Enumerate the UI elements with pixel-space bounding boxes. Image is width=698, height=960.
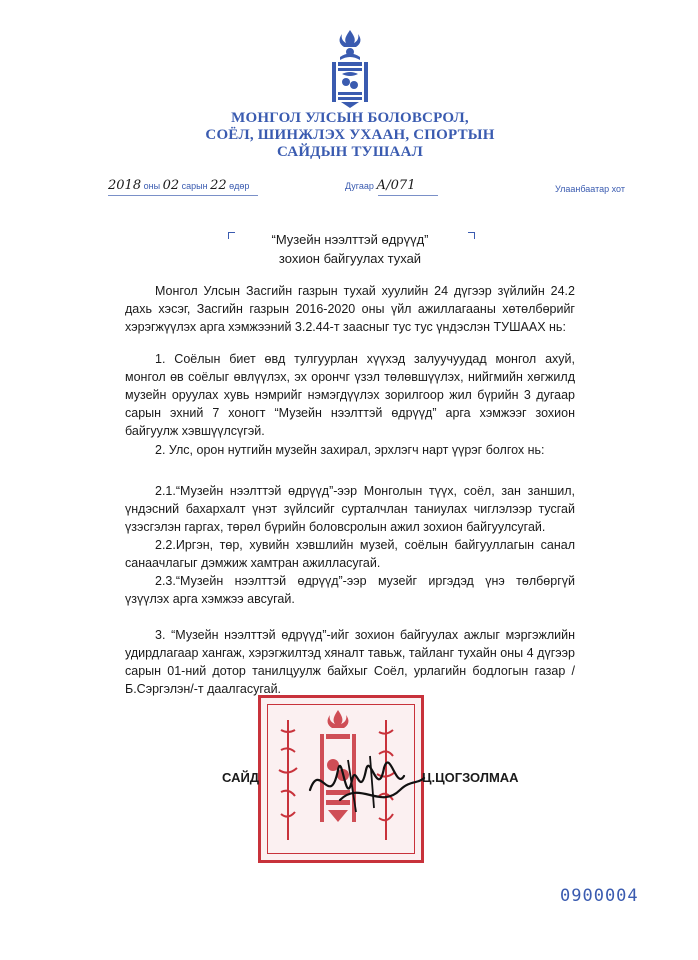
clause-2: 2. Улс, орон нутгийн музейн захирал, эрхлэгч нарт үүрэг болгох нь: [155, 443, 545, 457]
order-number [345, 178, 415, 193]
state-emblem-icon [320, 30, 380, 108]
handwritten-signature [300, 740, 430, 820]
date-day: 22 [210, 178, 227, 193]
subject-line-1: “Музейн нээлттэй өдрүүд” [271, 232, 429, 247]
document-serial-number: 0900004 [560, 886, 639, 906]
number-label: Дугаар [345, 181, 374, 191]
date-month: 02 [162, 178, 180, 193]
clause-2-3: 2.3.“Музейн нээлттэй өдрүүд”-ээр музейг иргэдэд үнэ төлбөргүй үзүүлэх арга хэмжээ авсугай. [125, 574, 575, 606]
date-year-label: оны [143, 181, 161, 191]
seal-script-left-icon [273, 720, 303, 840]
ministry-line-1: МОНГОЛ УЛСЫН БОЛОВСРОЛ, [231, 110, 469, 126]
signatory-name: Ц.ЦОГЗОЛМАА [422, 770, 519, 785]
order-meta [0, 178, 698, 200]
order-date [108, 178, 249, 193]
clause-1: 1. Соёлын биет өвд тулгуурлан хүүхэд залуучуудад монгол ахуй, монгол өв соёлыг өвлүүлэх, эх орончг үзэл төлөвшүүлэх, нийгмийн хөгжилд музейн оруулах хувь нэмрийг нэмэгдүүлэх зорилгоор жил бүрийн 3 дугаар сарын эхний 7 хоногт “Музейн нээлттэй өдрүүд” арга хэмжээг зохион байгуулж хэвшүүлсүгэй. [125, 352, 575, 438]
number-value: А/071 [376, 178, 416, 193]
ministry-line-3: САЙДЫН ТУШААЛ [277, 144, 423, 160]
date-day-label: өдөр [229, 181, 250, 191]
date-month-label: сарын [181, 181, 208, 191]
signatory-title: САЙД [222, 770, 260, 785]
city-name: Улаанбаатар хот [555, 184, 625, 194]
clause-3: 3. “Музейн нээлттэй өдрүүд”-ийг зохион байгуулах ажлыг мэргэжлийн удирдлагаар хангаж, хэрэгжилтэд хяналт тавьж, тайланг тухайн оны 4 дүгээр сарын 01-ний дотор танилцуулж байхыг Соёл, урлагийн бодлогын газар /Б.Сэргэлэн/-т даалгасугай. [125, 628, 575, 696]
ministry-line-2: СОЁЛ, ШИНЖЛЭХ УХААН, СПОРТЫН [205, 127, 495, 143]
subject-line-2: зохион байгуулах тухай [278, 251, 422, 266]
subject-title [150, 230, 550, 268]
ministry-header [150, 110, 550, 161]
date-year: 2018 [108, 178, 142, 193]
date-underline [108, 195, 258, 196]
intro-paragraph: Монгол Улсын Засгийн газрын тухай хуулийн 24 дүгээр зүйлийн 24.2 дахь хэсэг, Засгийн газрын 2016-2020 оны үйл ажиллагааны хөтөлбөрийг хэрэгжүүлэх арга хэмжээний 3.2.44-т заасныг тус тус үндэслэн ТУШААХ нь: [125, 284, 575, 334]
number-underline [378, 195, 438, 196]
clause-2-2: 2.2.Иргэн, төр, хувийн хэвшлийн музей, соёлын байгууллагын санал санаачлагыг дэмжиж хамтран ажилласугай. [125, 538, 575, 570]
clause-2-1: 2.1.“Музейн нээлттэй өдрүүд”-ээр Монголын түүх, соёл, зан заншил, үндэсний бахархалт үнэт зүйлсийг сурталчлан таниулах чиглэлээр тусгай үзэсгэлэн гаргах, төрөл бүрийн боловсролын ажил зохион байгуулсугай. [125, 484, 575, 534]
